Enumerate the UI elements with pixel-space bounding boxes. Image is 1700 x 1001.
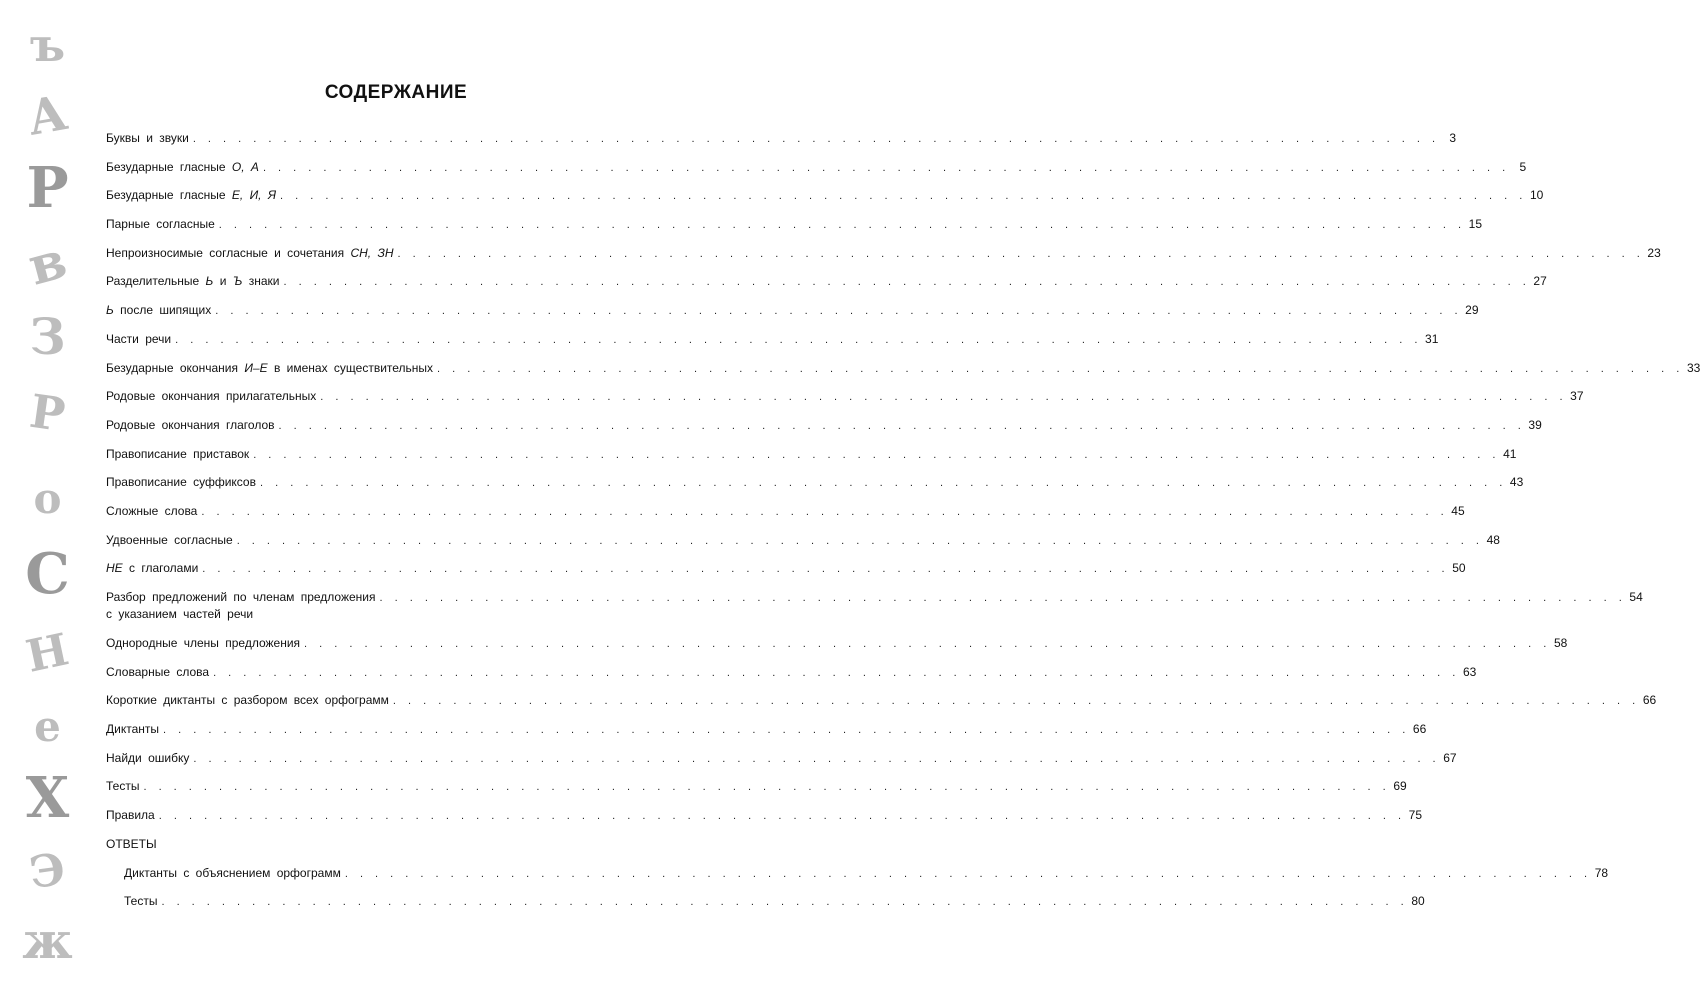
toc-entry[interactable] xyxy=(106,662,1477,691)
toc-page-number: 41 xyxy=(1503,446,1517,461)
toc-entry-label: НЕ с глаголами xyxy=(106,561,199,576)
answers-heading: ОТВЕТЫ xyxy=(106,836,157,851)
toc-entry[interactable] xyxy=(106,805,1422,834)
decorative-letter: А xyxy=(23,85,72,147)
toc-entry-label: Правила xyxy=(106,808,155,823)
toc-page-number: 75 xyxy=(1408,808,1422,823)
toc-entry-label: Родовые окончания глаголов xyxy=(106,417,275,432)
toc-page-number: 69 xyxy=(1393,779,1407,794)
toc-entry-label: Безударные гласные О, А xyxy=(106,159,259,174)
dot-leader: . . . . . . . . . . . . . . . . . . . . . . . . . . . . . . . . . . . . . . . . . . . . . . . . . . . . . . . . . . . . . . . . . . . . . . . . . . . . . . . . . . . xyxy=(202,563,1448,576)
dot-leader: . . . . . . . . . . . . . . . . . . . . . . . . . . . . . . . . . . . . . . . . . . . . . . . . . . . . . . . . . . . . . . . . . . . . . . . . . . . . . . . . . . . xyxy=(161,896,1407,909)
toc-entry[interactable] xyxy=(106,415,1542,444)
toc-entry-label: Безударные гласные Е, И, Я xyxy=(106,188,277,203)
toc-entry[interactable] xyxy=(106,300,1479,329)
dot-leader: . . . . . . . . . . . . . . . . . . . . . . . . . . . . . . . . . . . . . . . . . . . . . . . . . . . . . . . . . . . . . . . . . . . . . . . . . . . . . . . . . . . xyxy=(283,276,1529,289)
decorative-letter: ъ xyxy=(29,18,66,72)
toc-page-number: 80 xyxy=(1411,894,1425,909)
dot-leader: . . . . . . . . . . . . . . . . . . . . . . . . . . . . . . . . . . . . . . . . . . . . . . . . . . . . . . . . . . . . . . . . . . . . . . . . . . . . . . . . . . . xyxy=(437,362,1683,375)
toc-entry-label: Буквы и звуки xyxy=(106,131,189,145)
dot-leader: . . . . . . . . . . . . . . . . . . . . . . . . . . . . . . . . . . . . . . . . . . . . . . . . . . . . . . . . . . . . . . . . . . . . . . . . . . . . . . . . . . . xyxy=(213,666,1459,679)
dot-leader: . . . . . . . . . . . . . . . . . . . . . . . . . . . . . . . . . . . . . . . . . . . . . . . . . . . . . . . . . . . . . . . . . . . . . . . . . . . . . . . . . . . xyxy=(392,695,1639,708)
toc-page-number: 3 xyxy=(1449,131,1457,145)
toc-page-number: 5 xyxy=(1519,159,1527,174)
toc-page-number: 33 xyxy=(1686,360,1700,375)
toc-entry[interactable] xyxy=(106,271,1547,300)
toc-page-number: 31 xyxy=(1425,331,1439,346)
decorative-letter: С xyxy=(25,541,70,607)
toc-entry-label: Диктанты с объяснением орфограмм xyxy=(124,865,341,880)
toc-page-number: 66 xyxy=(1412,722,1427,737)
toc-page-number: 43 xyxy=(1509,475,1524,490)
toc-entry[interactable] xyxy=(106,530,1500,559)
toc-entry[interactable] xyxy=(106,185,1544,214)
toc-entry-label: Короткие диктанты с разбором всех орфограмм xyxy=(106,693,389,708)
toc-entry[interactable] xyxy=(106,633,1568,662)
dot-leader: . . . . . . . . . . . . . . . . . . . . . . . . . . . . . . . . . . . . . . . . . . . . . . . . . . . . . . . . . . . . . . . . . . . . . . . . . . . . . . . . . . . xyxy=(143,781,1389,794)
dot-leader: . . . . . . . . . . . . . . . . . . . . . . . . . . . . . . . . . . . . . . . . . . . . . . . . . . . . . . . . . . . . . . . . . . . . . . . . . . . . . . . . . . . xyxy=(158,810,1404,823)
toc-entry-label: Ь после шипящих xyxy=(106,303,212,318)
decorative-letter: в xyxy=(22,229,73,298)
decorative-letter: Х xyxy=(25,765,70,831)
decorative-letter-column xyxy=(0,0,95,1001)
dot-leader: . . . . . . . . . . . . . . . . . . . . . . . . . . . . . . . . . . . . . . . . . . . . . . . . . . . . . . . . . . . . . . . . . . . . . . . . . . . . . . . . . . . xyxy=(304,638,1550,650)
toc-entry[interactable] xyxy=(106,558,1466,587)
toc-page-number: 23 xyxy=(1647,245,1661,260)
toc-entry[interactable] xyxy=(106,214,1483,243)
decorative-letter: Н xyxy=(21,624,74,683)
toc-entry-label: Тесты xyxy=(106,779,140,794)
toc-entry[interactable] xyxy=(106,329,1439,358)
dot-leader: . . . . . . . . . . . . . . . . . . . . . . . . . . . . . . . . . . . . . . . . . . . . . . . . . . . . . . . . . . . . . . . . . . . . . . . . . . . . . . . . . . . xyxy=(280,190,1526,203)
toc-entry-label: Правописание суффиксов xyxy=(106,475,256,490)
toc-entry[interactable] xyxy=(106,358,1700,387)
toc-page-number: 10 xyxy=(1529,188,1544,203)
toc-entry-label: Удвоенные согласные xyxy=(106,532,233,547)
decorative-letter: Р xyxy=(26,383,69,443)
dot-leader: . . . . . . . . . . . . . . . . . . . . . . . . . . . . . . . . . . . . . . . . . . . . . . . . . . . . . . . . . . . . . . . . . . . . . . . . . . . . . . . . . . . xyxy=(175,333,1421,346)
toc-entry[interactable] xyxy=(106,386,1584,415)
toc-entry[interactable] xyxy=(106,157,1527,186)
toc-page-number: 48 xyxy=(1486,532,1500,547)
dot-leader: . . . . . . . . . . . . . . . . . . . . . . . . . . . . . . . . . . . . . . . . . . . . . . . . . . . . . . . . . . . . . . . . . . . . . . . . . . . . . . . . . . . xyxy=(320,391,1566,404)
page-title: СОДЕРЖАНИЕ xyxy=(324,82,468,103)
toc-entry[interactable] xyxy=(106,863,1609,892)
decorative-letter: е xyxy=(34,702,61,751)
dot-leader: . . . . . . . . . . . . . . . . . . . . . . . . . . . . . . . . . . . . . . . . . . . . . . . . . . . . . . . . . . . . . . . . . . . . . . . . . . . . . . . . . . . xyxy=(253,448,1499,461)
toc-page-number: 37 xyxy=(1570,389,1584,404)
decorative-letter: Э xyxy=(26,843,69,900)
table-of-contents xyxy=(106,128,1700,920)
toc-entry[interactable] xyxy=(106,748,1457,777)
toc-page-number: 29 xyxy=(1465,303,1479,318)
dot-leader: . . . . . . . . . . . . . . . . . . . . . . . . . . . . . . . . . . . . . . . . . . . . . . . . . . . . . . . . . . . . . . . . . . . . . . . . . . . . . . . . . . . xyxy=(278,419,1524,432)
toc-entry[interactable] xyxy=(106,501,1465,530)
dot-leader: . . . . . . . . . . . . . . . . . . . . . . . . . . . . . . . . . . . . . . . . . . . . . . . . . . . . . . . . . . . . . . . . . . . . . . . . . . . . . . . . . . . xyxy=(193,752,1439,765)
toc-entry-label: Словарные слова xyxy=(106,664,210,679)
toc-entry-label: Найди ошибку xyxy=(106,750,190,765)
toc-entry-label: Непроизносимые согласные и сочетания СН, ЗН xyxy=(106,245,394,260)
toc-entry[interactable] xyxy=(106,128,1457,157)
toc-entry-label: Родовые окончания прилагательных xyxy=(106,389,317,404)
toc-page-number: 27 xyxy=(1533,274,1547,289)
toc-entry[interactable] xyxy=(106,891,1425,920)
toc-page-number: 78 xyxy=(1594,865,1609,880)
toc-entry-label: Части речи xyxy=(106,331,172,346)
toc-entry-label: Правописание приставок xyxy=(106,446,250,461)
toc-entry-label: Сложные слова xyxy=(106,503,198,518)
toc-page-number: 15 xyxy=(1468,217,1483,232)
dot-leader: . . . . . . . . . . . . . . . . . . . . . . . . . . . . . . . . . . . . . . . . . . . . . . . . . . . . . . . . . . . . . . . . . . . . . . . . . . . . . . . . . . . xyxy=(259,477,1506,490)
dot-leader: . . . . . . . . . . . . . . . . . . . . . . . . . . . . . . . . . . . . . . . . . . . . . . . . . . . . . . . . . . . . . . . . . . . . . . . . . . . . . . . . . . . xyxy=(397,247,1643,260)
toc-page-number: 45 xyxy=(1451,503,1465,518)
toc-entry[interactable] xyxy=(106,587,1643,633)
toc-entry-label: Парные согласные xyxy=(106,217,215,232)
dot-leader: . . . . . . . . . . . . . . . . . . . . . . . . . . . . . . . . . . . . . . . . . . . . . . . . . . . . . . . . . . . . . . . . . . . . . . . . . . . . . . . . . . . xyxy=(236,534,1482,547)
dot-leader: . . . . . . . . . . . . . . . . . . . . . . . . . . . . . . . . . . . . . . . . . . . . . . . . . . . . . . . . . . . . . . . . . . . . . . . . . . . . . . . . . . . xyxy=(192,133,1439,145)
dot-leader: . . . . . . . . . . . . . . . . . . . . . . . . . . . . . . . . . . . . . . . . . . . . . . . . . . . . . . . . . . . . . . . . . . . . . . . . . . . . . . . . . . . xyxy=(218,219,1465,232)
dot-leader: . . . . . . . . . . . . . . . . . . . . . . . . . . . . . . . . . . . . . . . . . . . . . . . . . . . . . . . . . . . . . . . . . . . . . . . . . . . . . . . . . . . xyxy=(201,505,1447,518)
toc-page-number: 67 xyxy=(1443,750,1457,765)
toc-page-number: 50 xyxy=(1452,561,1466,576)
toc-entry-label: Безударные окончания И–Е в именах существительных xyxy=(106,360,434,375)
toc-page-number: 58 xyxy=(1553,636,1568,650)
dot-leader: . . . . . . . . . . . . . . . . . . . . . . . . . . . . . . . . . . . . . . . . . . . . . . . . . . . . . . . . . . . . . . . . . . . . . . . . . . . . . . . . . . . xyxy=(163,724,1409,737)
toc-page-number: 63 xyxy=(1462,664,1477,679)
dot-leader: . . . . . . . . . . . . . . . . . . . . . . . . . . . . . . . . . . . . . . . . . . . . . . . . . . . . . . . . . . . . . . . . . . . . . . . . . . . . . . . . . . . xyxy=(379,592,1625,604)
dot-leader: . . . . . . . . . . . . . . . . . . . . . . . . . . . . . . . . . . . . . . . . . . . . . . . . . . . . . . . . . . . . . . . . . . . . . . . . . . . . . . . . . . . xyxy=(215,305,1461,318)
toc-entry[interactable] xyxy=(106,776,1407,805)
toc-entry[interactable] xyxy=(106,243,1661,272)
toc-entry[interactable] xyxy=(106,719,1427,748)
decorative-letter: о xyxy=(33,474,62,523)
toc-page-number: 39 xyxy=(1528,417,1542,432)
dot-leader: . . . . . . . . . . . . . . . . . . . . . . . . . . . . . . . . . . . . . . . . . . . . . . . . . . . . . . . . . . . . . . . . . . . . . . . . . . . . . . . . . . . xyxy=(262,161,1509,174)
dot-leader: . . . . . . . . . . . . . . . . . . . . . . . . . . . . . . . . . . . . . . . . . . . . . . . . . . . . . . . . . . . . . . . . . . . . . . . . . . . . . . . . . . . xyxy=(344,867,1591,880)
toc-entry[interactable] xyxy=(106,690,1657,719)
toc-entry-label: Тесты xyxy=(124,894,158,909)
toc-entry-label: Разбор предложений по членам предложения с указанием частей речи xyxy=(106,590,376,621)
toc-entry-label: Диктанты xyxy=(106,722,159,737)
toc-entry[interactable] xyxy=(106,472,1524,501)
decorative-letter: ж xyxy=(22,911,73,970)
toc-entry[interactable] xyxy=(106,444,1517,473)
toc-entry-label: Однородные члены предложения xyxy=(106,636,301,650)
toc-page-number: 66 xyxy=(1642,693,1657,708)
toc-entry-label: Разделительные Ь и Ъ знаки xyxy=(106,274,280,289)
decorative-letter: З xyxy=(29,307,66,366)
toc-page-number: 54 xyxy=(1629,590,1643,604)
decorative-letter: Р xyxy=(26,155,69,221)
